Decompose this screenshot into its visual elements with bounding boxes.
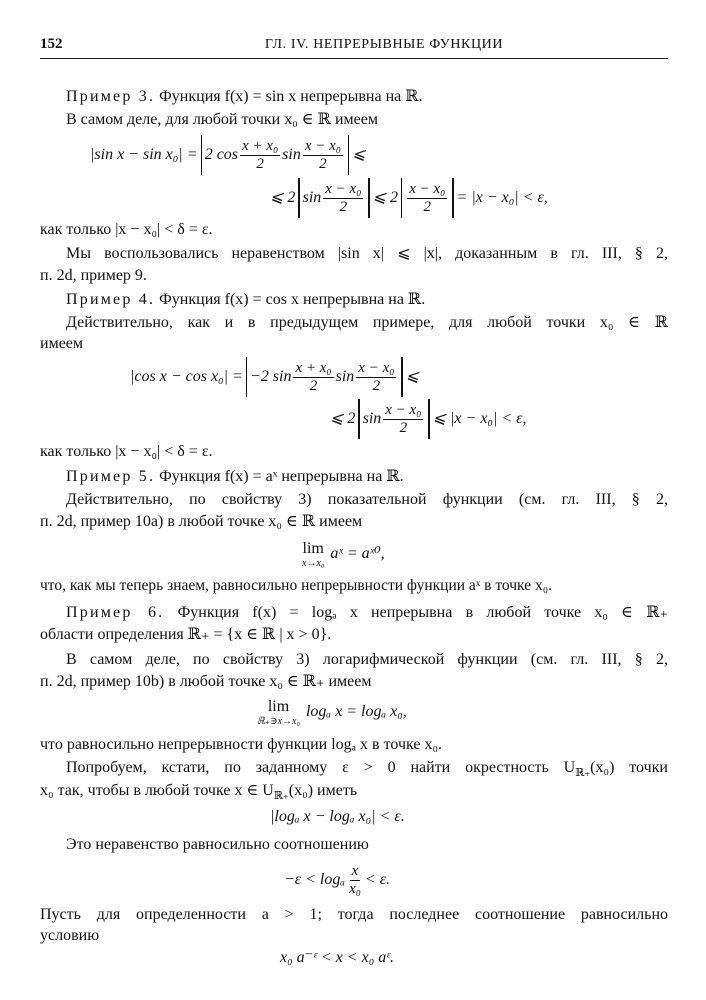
example-6-heading (40, 603, 668, 623)
example-3-after: как только |x − x₀| < δ = ε. (40, 221, 213, 238)
page-number: 152 (40, 36, 63, 52)
example-5-heading (40, 467, 668, 487)
example-6-line-2: области определения ℝ₊ = {x ∈ ℝ | x > 0}. (40, 626, 332, 643)
eq-text: ⩽ (405, 368, 420, 385)
limit-word: lim (302, 539, 324, 557)
denominator: 2 (309, 377, 318, 394)
example-5-statement: Функция f(x) = aˣ непрерывна на ℝ. (159, 468, 404, 485)
limit-operator (257, 698, 300, 727)
example-4-statement: Функция f(x) = cos x непрерывна на ℝ. (159, 291, 426, 308)
example-5-label: Пример 5. (66, 468, 156, 485)
numerator: x − x₀ (325, 180, 362, 197)
abs-bar (452, 178, 453, 218)
example-6-let-line-2: условию (40, 927, 100, 944)
eq-text: sin (362, 410, 382, 427)
example-6-statement: Функция f(x) = logₐ x непрерывна в любой точке x₀ ∈ ℝ₊ (177, 604, 668, 621)
limit-subscript: x→x₀ (302, 557, 325, 569)
example-5-line-2: п. 2d, пример 10a) в любой точке x₀ ∈ ℝ имеем (40, 513, 363, 530)
example-6-relation (284, 858, 390, 902)
eq-text: −ε < logₐ (284, 871, 346, 888)
example-6-after: что равносильно непрерывности функции logₐ x в точке x₀. (40, 736, 443, 753)
denominator: 2 (399, 419, 408, 436)
subscript: ℝ₊ (575, 767, 591, 780)
limit-operator (302, 540, 324, 569)
example-6-try-line-2 (40, 781, 668, 806)
fraction (347, 863, 363, 898)
eq-text: ⩽ (352, 146, 366, 163)
denominator: 2 (319, 155, 327, 172)
line-text: x₀ так, чтобы в любой точке x ∈ U (40, 782, 274, 799)
line-text: (x₀) иметь (288, 782, 358, 799)
eq-text: ⩽ 2 (270, 189, 296, 206)
example-4-equation-2 (330, 397, 526, 441)
denominator: 2 (423, 198, 432, 215)
numerator: x − x₀ (358, 359, 395, 376)
example-3-note-line-1: Мы воспользовались неравенством |sin x| ⩽ |x|, доказанным в гл. III, § 2, (66, 245, 668, 262)
denominator: x₀ (349, 880, 361, 897)
numerator: x (351, 862, 359, 879)
numerator: x + x₀ (295, 359, 332, 376)
abs-bar (401, 357, 402, 397)
line-text: Попробуем, кстати, по заданному ε > 0 найти окрестность U (66, 759, 576, 776)
example-6-inequality: |logₐ x − logₐ x₀| < ε. (270, 808, 405, 825)
example-6-label: Пример 6. (66, 604, 165, 621)
numerator: x − x₀ (304, 137, 341, 154)
abs-bar (368, 178, 369, 218)
example-3-statement: Функция f(x) = sin x непрерывна на ℝ. (159, 88, 423, 105)
fraction (383, 402, 423, 437)
example-6-try-line-1 (40, 758, 668, 783)
example-4-label: Пример 4. (66, 291, 156, 308)
numerator: x − x₀ (409, 180, 446, 197)
eq-text: < ε. (364, 871, 391, 888)
example-5-limit (302, 537, 385, 571)
example-6-line-3: В самом деле, по свойству 3) логарифмической функции (см. гл. III, § 2, (66, 651, 668, 668)
example-3-equation-2 (270, 176, 548, 220)
example-3-note-line-2: п. 2d, пример 9. (40, 267, 147, 284)
abs-bar (246, 357, 247, 397)
eq-text: ⩽ 2 (330, 410, 356, 427)
fraction (303, 138, 343, 173)
example-3-equation-1 (90, 133, 366, 177)
fraction (407, 181, 447, 216)
example-3-intro: В самом деле, для любой точки x₀ ∈ ℝ имеем (66, 111, 378, 128)
abs-bar (428, 399, 429, 439)
limit-subscript: ℝ₊∋x→x₀ (257, 715, 300, 727)
example-6-line-4: п. 2d, пример 10b) в любой точке x₀ ∈ ℝ₊ имеем (40, 673, 372, 690)
abs-bar (298, 178, 299, 218)
example-3-heading (40, 87, 668, 107)
abs-bar (201, 135, 202, 175)
fraction (240, 138, 280, 173)
fraction (293, 360, 333, 395)
example-5-line-1: Действительно, по свойству 3) показательной функции (см. гл. III, § 2, (66, 491, 668, 508)
eq-text: logₐ x = logₐ x₀, (305, 703, 407, 720)
eq-text: ⩽ |x − x₀| < ε, (432, 410, 527, 427)
example-4-equation-1 (130, 355, 419, 399)
eq-text: 2 cos (204, 146, 239, 163)
denominator: 2 (372, 377, 381, 394)
fraction (356, 360, 396, 395)
abs-bar (401, 178, 402, 218)
example-3-label: Пример 3. (66, 88, 156, 105)
denominator: 2 (256, 155, 264, 172)
abs-bar (358, 399, 359, 439)
subscript: ℝ₊ (273, 790, 289, 803)
example-6-final: x₀ a⁻ᵋ < x < x₀ aᵋ. (280, 949, 395, 966)
example-4-line-2: имеем (40, 335, 84, 352)
example-4-heading (40, 290, 668, 310)
abs-bar (348, 135, 349, 175)
line-text: (x₀) точки (590, 759, 668, 776)
running-header (40, 36, 668, 59)
eq-text: sin (282, 146, 301, 163)
eq-text: sin (302, 189, 322, 206)
numerator: x + x₀ (242, 137, 279, 154)
fraction (323, 181, 363, 216)
eq-text: ⩽ 2 (372, 189, 399, 206)
limit-word: lim (267, 697, 290, 715)
eq-text: sin (335, 368, 355, 385)
example-6-equiv: Это неравенство равносильно соотношению (66, 836, 369, 853)
eq-text: aˣ = aˣ⁰, (330, 545, 385, 562)
example-4-line-1: Действительно, как и в предыдущем примере, для любой точки x₀ ∈ ℝ (66, 314, 668, 331)
eq-text: |sin x − sin x₀| = (90, 146, 198, 163)
eq-text: |cos x − cos x₀| = (130, 368, 243, 385)
example-6-limit (257, 695, 407, 729)
example-5-after: что, как мы теперь знаем, равносильно непрерывности функции aˣ в точке x₀. (40, 577, 552, 594)
example-4-after: как только |x − x₀| < δ = ε. (40, 443, 213, 460)
eq-text: = |x − x₀| < ε, (456, 189, 548, 206)
eq-text: −2 sin (250, 368, 292, 385)
denominator: 2 (339, 198, 348, 215)
numerator: x − x₀ (385, 401, 422, 418)
example-6-let-line-1: Пусть для определенности a > 1; тогда последнее соотношение равносильно (40, 906, 668, 923)
chapter-title: ГЛ. IV. НЕПРЕРЫВНЫЕ ФУНКЦИИ (264, 37, 504, 52)
